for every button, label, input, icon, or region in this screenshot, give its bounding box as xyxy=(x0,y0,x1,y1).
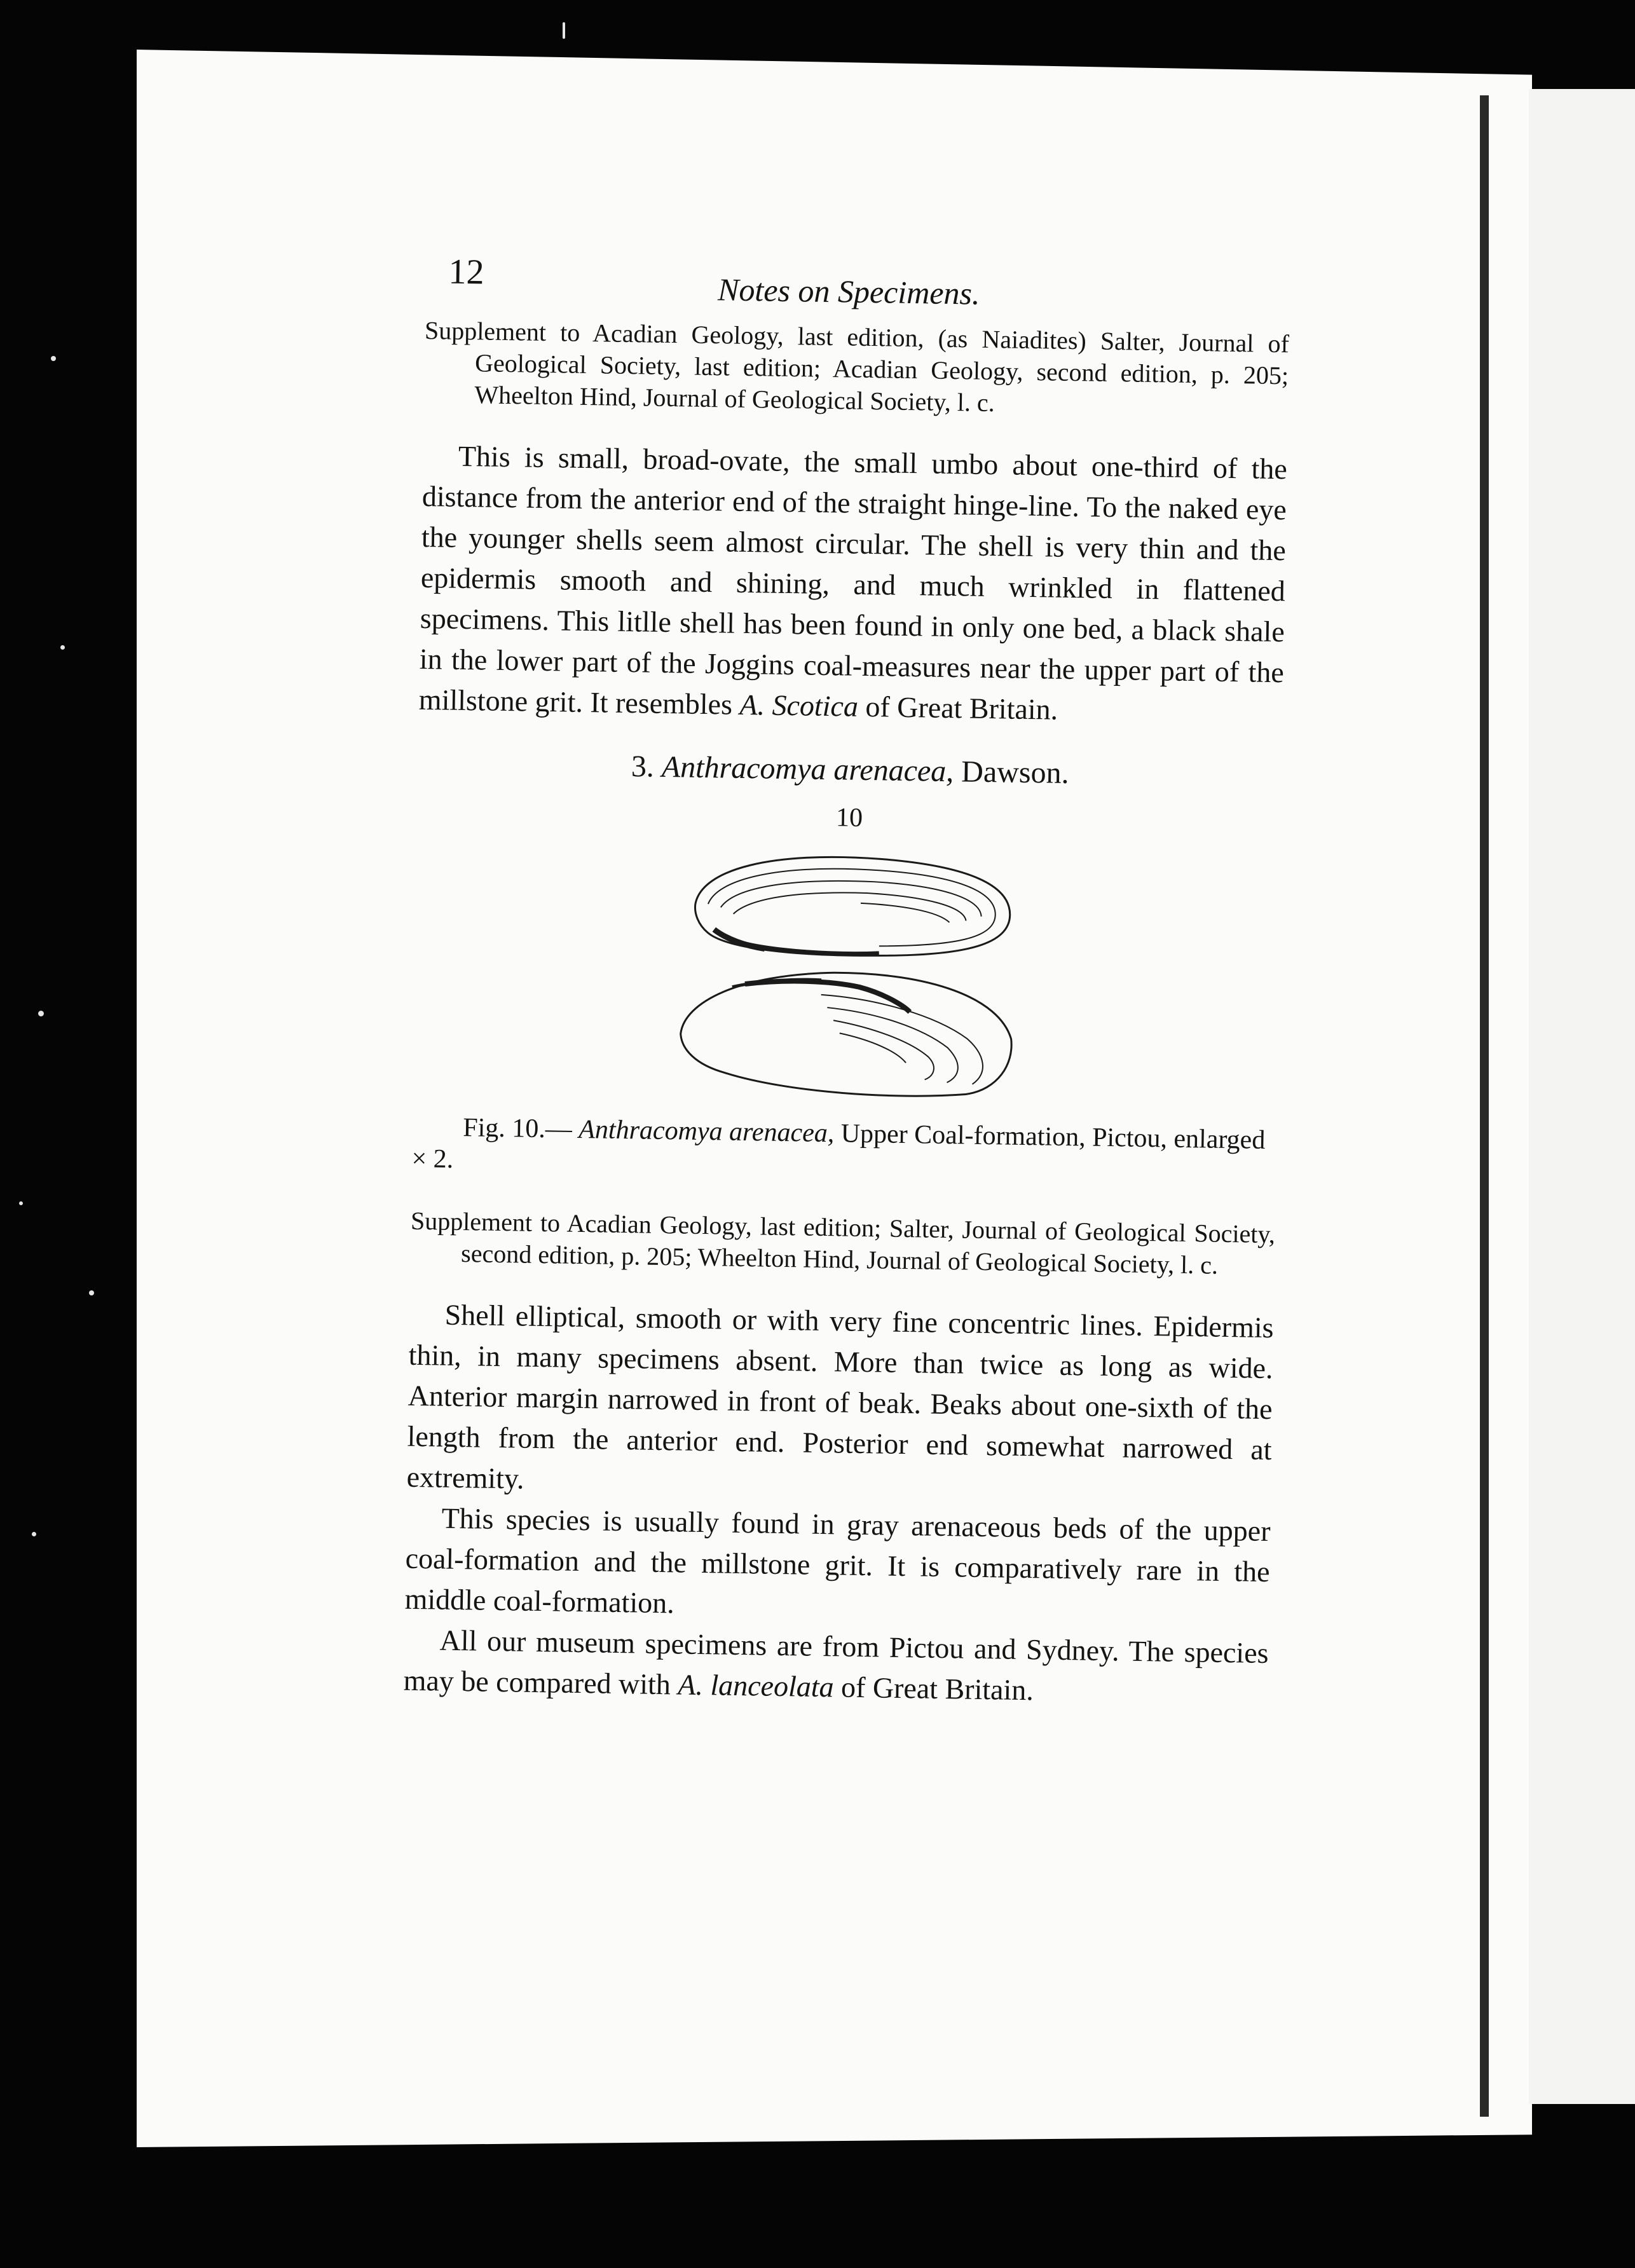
caption-prefix: Fig. 10.— xyxy=(462,1113,573,1144)
scan-speck xyxy=(563,22,565,39)
species-name: Anthracomya arenacea, xyxy=(661,749,954,789)
section-3-paragraph-2: This species is usually found in gray arenaceous beds of the upper coal-formation and the millstone grit. It is comparatively rare in the middle coal-formation. xyxy=(404,1501,1271,1620)
shell-illustration xyxy=(667,843,1027,1103)
figure xyxy=(413,839,1281,1107)
scan-speck xyxy=(89,1290,94,1295)
running-head xyxy=(425,251,1290,328)
section-2-description xyxy=(418,435,1287,734)
species-heading xyxy=(418,746,1283,794)
section-2-description-text: This is small, broad-ovate, the small umbo about one-third of the distance from the anterior end of the straight hinge-line. To the naked eye the younger shells seem almost circular. The shell is very thin and the epidermis smooth and shining, and much wrinkled in flattened specimens. This litlle shell has been found in only one bed, a black shale in the lower part of the Joggins coal-measures near the upper part of the millstone grit. It resembles xyxy=(418,439,1288,721)
caption-rest: Upper Coal-formation, Pictou, enlarged × 2. xyxy=(411,1119,1266,1174)
figure-caption xyxy=(411,1111,1276,1188)
facing-page-edge xyxy=(1529,89,1635,2104)
running-title: Notes on Specimens. xyxy=(717,271,980,311)
section-3-reference: Supplement to Acadian Geology, last edition; Salter, Journal of Geological Society, second edition, p. 205; Wheelton Hind, Journal of Geological Society, l. c. xyxy=(410,1206,1276,1280)
species-author: Dawson. xyxy=(961,755,1069,790)
scan-speck xyxy=(38,1011,44,1016)
paragraph-3-text-a: All our museum specimens are from Pictou and Sydney. The species may be compared with xyxy=(403,1623,1269,1701)
scan-speck xyxy=(60,645,65,650)
species-number: 3. xyxy=(631,749,655,784)
section-3-paragraph-3 xyxy=(403,1620,1269,1714)
scan-speck xyxy=(51,356,56,361)
caption-species: Anthracomya arenacea, xyxy=(578,1114,835,1149)
figure-number: 10 xyxy=(835,803,863,833)
page-number: 12 xyxy=(448,252,484,292)
section-2-reference: Supplement to Acadian Geology, last edition, (as Naiadites) Salter, Journal of Geological Society, last edition; Acadian Geology, second edition, p. 205; Wheelton Hind, Journal of Geological Society, l. c. xyxy=(424,315,1290,418)
paragraph-3-species: A. lanceolata xyxy=(677,1668,835,1704)
section-2-compare-species: A. Scotica xyxy=(739,688,859,723)
page-gutter xyxy=(1480,95,1489,2117)
scan-speck xyxy=(32,1532,36,1536)
paragraph-3-text-b: of Great Britain. xyxy=(840,1670,1034,1707)
scan-speck xyxy=(19,1201,23,1205)
upper-valve xyxy=(694,855,1011,958)
page-content xyxy=(403,251,1290,1714)
section-2-compare-tail: of Great Britain. xyxy=(865,690,1058,726)
lower-valve xyxy=(680,970,1013,1097)
section-3-paragraph-1: Shell elliptical, smooth or with very fine concentric lines. Epidermis thin, in many specimens absent. More than twice as long as wide. Anterior margin narrowed in front of beak. Beaks about one-sixth of the length from the anterior end. Posterior end somewhat narrowed at extremity. xyxy=(406,1298,1274,1495)
